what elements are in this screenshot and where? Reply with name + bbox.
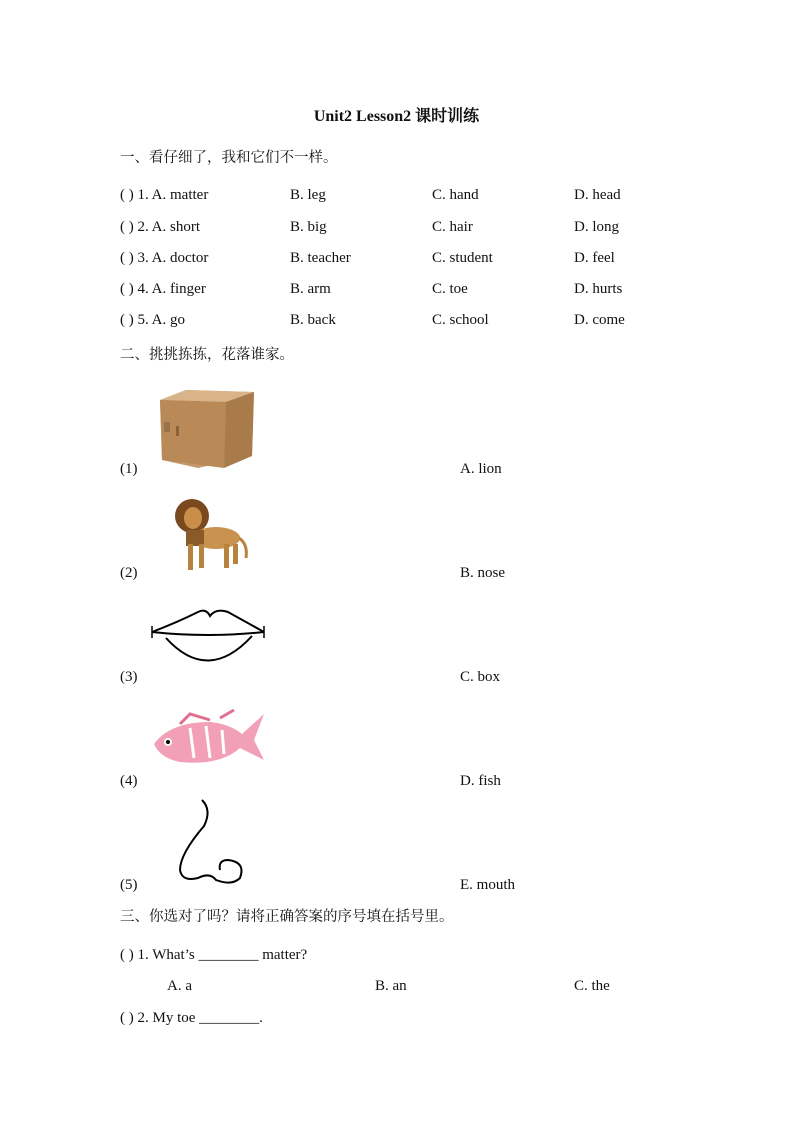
question-5: ( ) 5. A. go	[120, 312, 185, 328]
section3-heading: 三、你选对了吗？请将正确答案的序号填在括号里。	[120, 909, 454, 925]
question-4: ( ) 4. A. finger	[120, 281, 206, 297]
match-number-5: (5)	[120, 877, 138, 893]
option-d-1: D. head	[574, 187, 621, 203]
match-number-2: (2)	[120, 565, 138, 581]
match-number-3: (3)	[120, 669, 138, 685]
option-b-4: B. arm	[290, 281, 331, 297]
q1-option-c: C. the	[574, 978, 610, 994]
box-picture	[156, 386, 256, 470]
option-d-4: D. hurts	[574, 281, 623, 297]
section2-heading: 二、挑挑拣拣，花落谁家。	[120, 347, 294, 363]
fish-picture	[150, 708, 268, 770]
match-number-1: (1)	[120, 461, 138, 477]
match-option-3: C. box	[460, 669, 501, 685]
option-b-2: B. big	[290, 219, 327, 235]
option-d-5: D. come	[574, 312, 625, 328]
option-d-3: D. feel	[574, 250, 615, 266]
option-c-1: C. hand	[432, 187, 479, 203]
match-option-4: D. fish	[460, 773, 501, 789]
option-b-3: B. teacher	[290, 250, 351, 266]
option-c-5: C. school	[432, 312, 489, 328]
section1-heading: 一、看仔细了，我和它们不一样。	[120, 150, 338, 166]
nose-picture	[176, 798, 246, 888]
option-c-4: C. toe	[432, 281, 468, 297]
option-c-3: C. student	[432, 250, 493, 266]
match-option-5: E. mouth	[460, 877, 515, 893]
option-b-5: B. back	[290, 312, 336, 328]
option-b-1: B. leg	[290, 187, 326, 203]
page-title: Unit2 Lesson2 课时训练	[313, 108, 480, 125]
lion-picture	[172, 494, 252, 574]
question-1: ( ) 1. A. matter	[120, 187, 209, 203]
question-2: ( ) 2. A. short	[120, 219, 200, 235]
question-2: ( ) 2. My toe ________.	[120, 1010, 263, 1026]
q1-option-a: A. a	[167, 978, 192, 994]
question-3: ( ) 3. A. doctor	[120, 250, 209, 266]
mouth-picture	[148, 604, 268, 668]
match-option-2: B. nose	[460, 565, 505, 581]
match-number-4: (4)	[120, 773, 138, 789]
q1-option-b: B. an	[375, 978, 407, 994]
question-1: ( ) 1. What’s ________ matter?	[120, 947, 308, 963]
option-d-2: D. long	[574, 219, 619, 235]
match-option-1: A. lion	[460, 461, 502, 477]
option-c-2: C. hair	[432, 219, 473, 235]
